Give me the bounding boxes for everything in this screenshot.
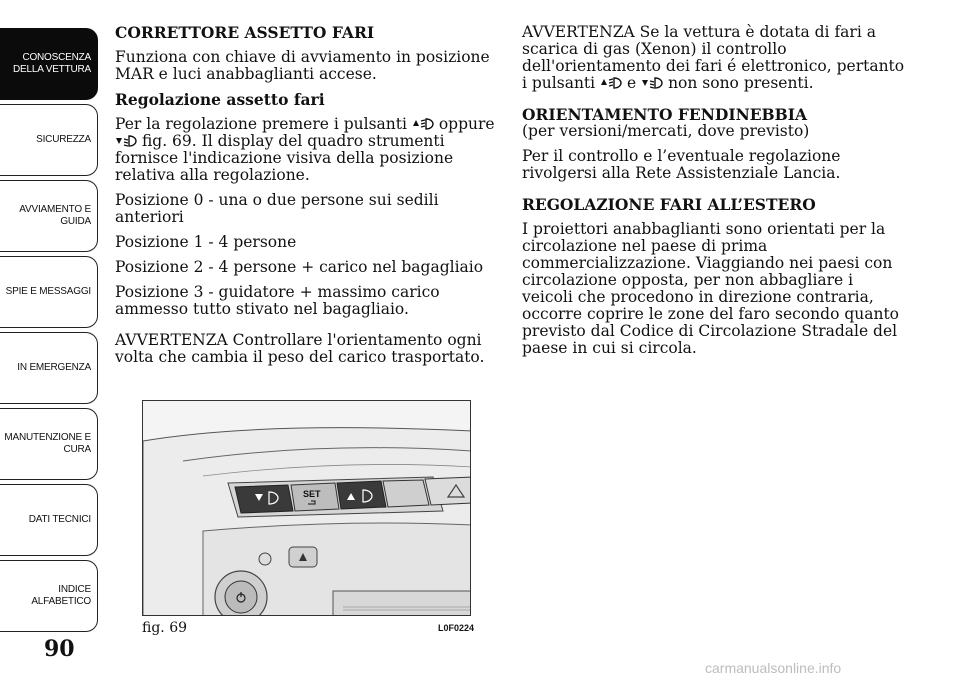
position-2: Posizione 2 - 4 persone + carico nel bagagliaio: [115, 258, 484, 276]
set-label: SET: [303, 489, 321, 499]
tab-conoscenza-della-vettura[interactable]: [0, 28, 98, 100]
tab-in-emergenza[interactable]: [0, 332, 98, 404]
instruction-text-c: fig. 69. Il display del quadro strumenti fornisce l'indicazione visiva della posizione relativa alla regolazione.: [115, 132, 454, 184]
watermark: carmanualsonline.info: [705, 660, 842, 676]
instruction-paragraph: [115, 116, 500, 184]
xenon-warning-text-a: AVVERTENZA Se la vettura è dotata di fari a scarica di gas (Xenon) il controllo dell'orientamento dei fari é elettronico, pertanto i pulsanti: [522, 23, 905, 92]
headlight-down-icon: [641, 76, 663, 90]
tab-avviamento-e-guida[interactable]: [0, 180, 98, 252]
dashboard-illustration: [143, 401, 471, 616]
tab-label: INDICE ALFABETICO: [31, 584, 91, 607]
xenon-warning-text-c: non sono presenti.: [668, 74, 814, 92]
tab-label: DATI TECNICI: [28, 514, 91, 525]
tab-dati-tecnici[interactable]: [0, 484, 98, 556]
headlight-up-icon: [600, 76, 622, 90]
fendinebbia-text: Per il controllo e l’eventuale regolazione rivolgersi alla Rete Assistenziale Lancia.: [522, 147, 841, 182]
warning-load: AVVERTENZA Controllare l'orientamento ogni volta che cambia il peso del carico trasportato.: [115, 331, 485, 366]
headlight-up-button: [337, 481, 386, 509]
tab-sicurezza[interactable]: [0, 104, 98, 176]
tab-spie-e-messaggi[interactable]: [0, 256, 98, 328]
figure-caption: fig. 69: [142, 620, 188, 636]
figure-code: L0F0224: [438, 623, 475, 633]
estero-text: I proiettori anabbaglianti sono orientati per la circolazione nel paese di prima commercializzazione. Viaggiando nei paesi con circolazione opposta, per non abbagliare i veicoli che procedono in direzione contraria, occorre coprire le zone del faro secondo quanto previsto dal Codice di Circolazione Stradale del paese in cui si circola.: [522, 220, 900, 357]
xenon-warning-text-b: e: [627, 74, 637, 92]
tab-indice-alfabetico[interactable]: [0, 560, 98, 632]
section-title-correttore: CORRETTORE ASSETTO FARI: [115, 23, 375, 42]
page-number: 90: [44, 636, 75, 662]
headlight-down-icon: [115, 134, 137, 148]
fendinebbia-subtitle: (per versioni/mercati, dove previsto): [522, 122, 810, 140]
instruction-text-a: Per la regolazione premere i pulsanti: [115, 115, 407, 133]
figure-69: [142, 400, 471, 616]
tab-label: SPIE E MESSAGGI: [5, 286, 91, 297]
left-column: [115, 24, 500, 374]
section-title-fendinebbia: ORIENTAMENTO FENDINEBBIA: [522, 105, 808, 124]
xenon-warning: [522, 24, 907, 92]
tab-label: IN EMERGENZA: [17, 362, 91, 373]
position-0: Posizione 0 - una o due persone sui sedili anteriori: [115, 191, 439, 226]
section-title-estero: REGOLAZIONE FARI ALL’ESTERO: [522, 195, 816, 214]
right-column: [522, 24, 907, 365]
tab-manutenzione-e-cura[interactable]: [0, 408, 98, 480]
subsection-title-regolazione: Regolazione assetto fari: [115, 90, 325, 109]
position-1: Posizione 1 - 4 persone: [115, 233, 297, 251]
headlight-up-icon: [412, 117, 434, 131]
intro-paragraph: Funziona con chiave di avviamento in posizione MAR e luci anabbaglianti accese.: [115, 48, 490, 83]
tab-label: MANUTENZIONE E CURA: [4, 432, 91, 455]
position-3: Posizione 3 - guidatore + massimo carico ammesso tutto stivato nel bagagliaio.: [115, 283, 440, 318]
instruction-text-b: oppure: [438, 115, 495, 133]
headlight-down-button: [235, 485, 293, 513]
tab-label: AVVIAMENTO E GUIDA: [19, 204, 91, 227]
tab-label: CONOSCENZA DELLA VETTURA: [13, 52, 91, 75]
tab-label: SICUREZZA: [36, 134, 91, 145]
